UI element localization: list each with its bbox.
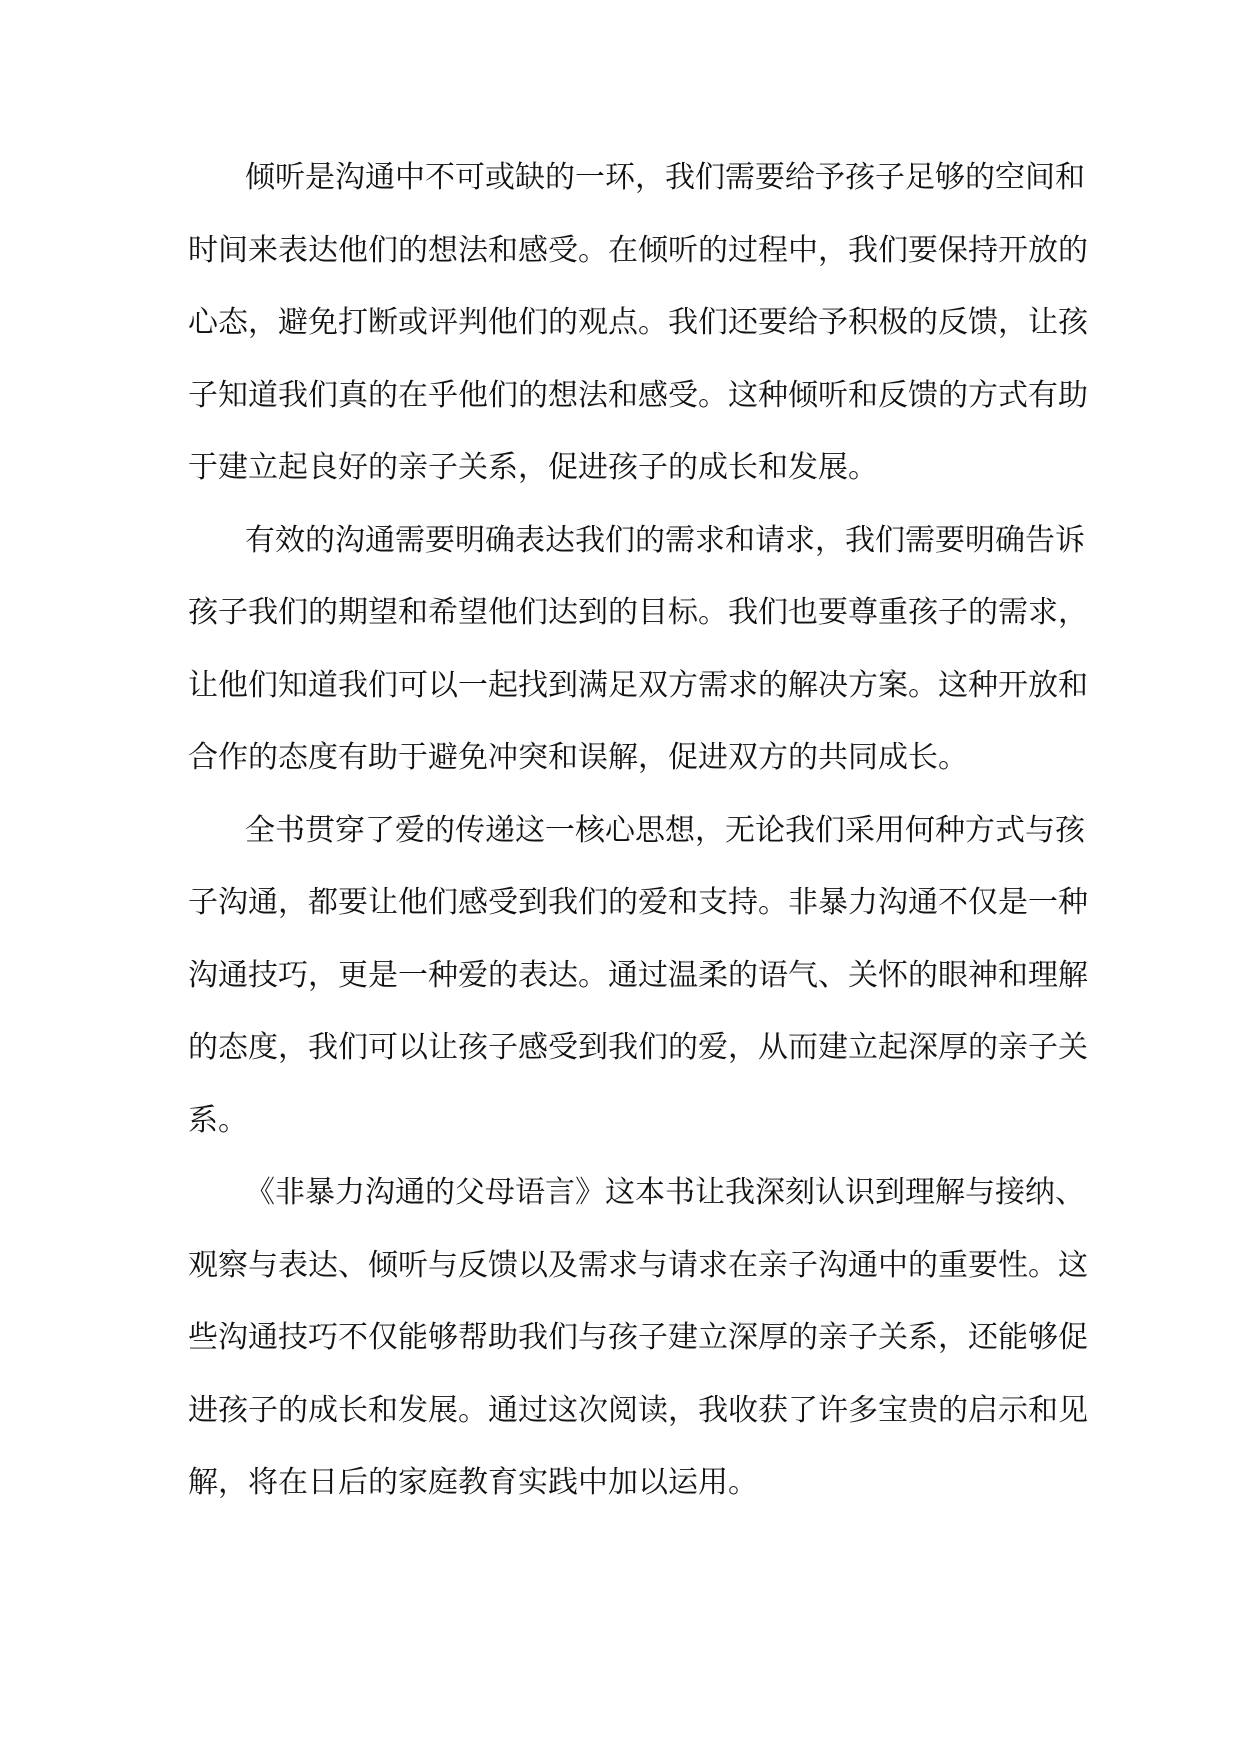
paragraph-line: 的态度，我们可以让孩子感受到我们的爱，从而建立起深厚的亲子关 <box>188 1030 1088 1065</box>
document-body <box>188 142 1088 1520</box>
paragraph-line: 有效的沟通需要明确表达我们的需求和请求，我们需要明确告诉 <box>245 522 1085 558</box>
paragraph-line: 心态，避免打断或评判他们的观点。我们还要给予积极的反馈，让孩 <box>188 305 1088 340</box>
paragraph-line: 沟通技巧，更是一种爱的表达。通过温柔的语气、关怀的眼神和理解 <box>188 957 1088 993</box>
paragraph-listening <box>188 142 1088 505</box>
paragraph-line: 于建立起良好的亲子关系，促进孩子的成长和发展。 <box>188 450 878 485</box>
paragraph-line: 解，将在日后的家庭教育实践中加以运用。 <box>188 1465 758 1500</box>
paragraph-conclusion <box>188 1157 1088 1520</box>
paragraph-line: 观察与表达、倾听与反馈以及需求与请求在亲子沟通中的重要性。这 <box>188 1247 1088 1283</box>
paragraph-line: 《非暴力沟通的父母语言》这本书让我深刻认识到理解与接纳、 <box>245 1175 1085 1210</box>
paragraph-line: 倾听是沟通中不可或缺的一环，我们需要给予孩子足够的空间和 <box>245 160 1085 195</box>
paragraph-line: 进孩子的成长和发展。通过这次阅读，我收获了许多宝贵的启示和见 <box>188 1392 1088 1428</box>
paragraph-line: 全书贯穿了爱的传递这一核心思想，无论我们采用何种方式与孩 <box>245 812 1085 848</box>
paragraph-line: 子知道我们真的在乎他们的想法和感受。这种倾听和反馈的方式有助 <box>188 377 1088 413</box>
paragraph-line: 系。 <box>188 1102 248 1138</box>
paragraph-line: 合作的态度有助于避免冲突和误解，促进双方的共同成长。 <box>188 740 968 775</box>
paragraph-line: 子沟通，都要让他们感受到我们的爱和支持。非暴力沟通不仅是一种 <box>188 885 1088 920</box>
paragraph-line: 让他们知道我们可以一起找到满足双方需求的解决方案。这种开放和 <box>188 667 1088 703</box>
paragraph-love <box>188 795 1088 1158</box>
paragraph-line: 些沟通技巧不仅能够帮助我们与孩子建立深厚的亲子关系，还能够促 <box>188 1320 1088 1355</box>
paragraph-needs-requests <box>188 505 1088 795</box>
paragraph-line: 孩子我们的期望和希望他们达到的目标。我们也要尊重孩子的需求， <box>188 595 1088 630</box>
paragraph-line: 时间来表达他们的想法和感受。在倾听的过程中，我们要保持开放的 <box>188 232 1088 268</box>
